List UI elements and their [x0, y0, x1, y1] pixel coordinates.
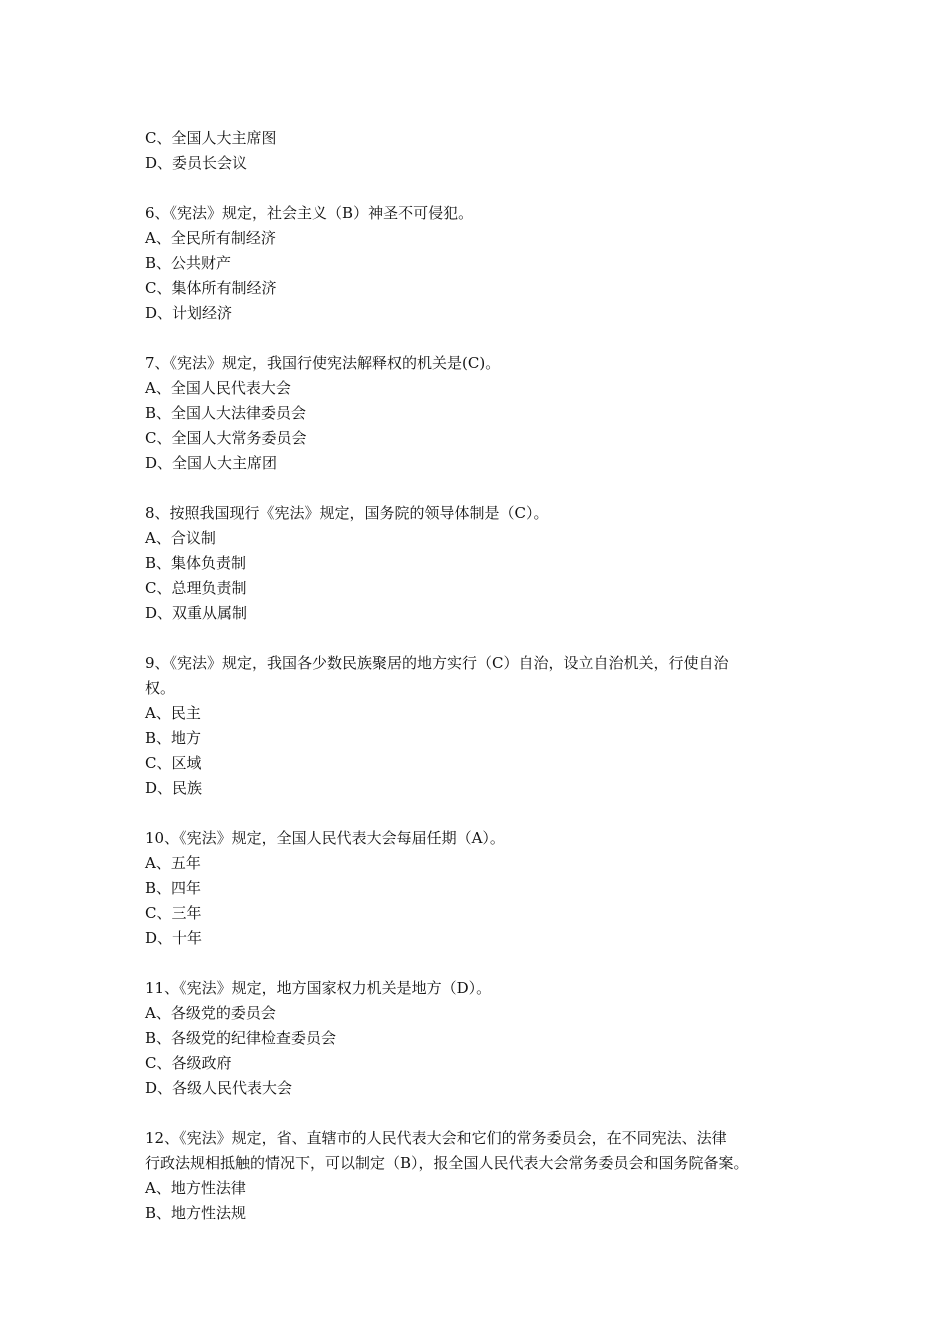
option: C、总理负责制	[145, 579, 247, 597]
option: C、三年	[145, 904, 202, 922]
question-11	[145, 976, 835, 1101]
partial-question	[145, 126, 835, 176]
option: A、五年	[145, 854, 201, 872]
option: B、各级党的纪律检查委员会	[145, 1029, 337, 1047]
option: A、地方性法律	[145, 1179, 246, 1197]
option: D、十年	[145, 929, 203, 947]
option: A、全国人民代表大会	[145, 379, 291, 397]
option: D、民族	[145, 779, 203, 797]
option: C、全国人大常务委员会	[145, 429, 307, 447]
spacer	[145, 801, 835, 826]
question-8	[145, 501, 835, 626]
question-text: 8、按照我国现行《宪法》规定，国务院的领导体制是（C）。	[145, 504, 549, 522]
option: A、合议制	[145, 529, 216, 547]
question-10	[145, 826, 835, 951]
option: D、计划经济	[145, 304, 233, 322]
option: D、各级人民代表大会	[145, 1079, 293, 1097]
question-9	[145, 651, 835, 801]
question-text: 11、《宪法》规定，地方国家权力机关是地方（D）。	[145, 979, 492, 997]
option: D、双重从属制	[145, 604, 248, 622]
option: B、公共财产	[145, 254, 232, 272]
option: A、民主	[145, 704, 201, 722]
option: D、委员长会议	[145, 154, 248, 172]
question-text: 权。	[145, 679, 176, 697]
spacer	[145, 626, 835, 651]
question-6	[145, 201, 835, 326]
option: B、地方性法规	[145, 1204, 247, 1222]
option: A、全民所有制经济	[145, 229, 276, 247]
spacer	[145, 326, 835, 351]
question-text: 6、《宪法》规定，社会主义（B）神圣不可侵犯。	[145, 204, 474, 222]
document-content	[145, 126, 835, 1226]
option: B、地方	[145, 729, 202, 747]
spacer	[145, 176, 835, 201]
option: C、全国人大主席图	[145, 129, 277, 147]
option: B、全国人大法律委员会	[145, 404, 307, 422]
spacer	[145, 1101, 835, 1126]
question-text: 行政法规相抵触的情况下，可以制定（B），报全国人民代表大会常务委员会和国务院备案。	[145, 1154, 749, 1172]
option: B、四年	[145, 879, 202, 897]
question-7	[145, 351, 835, 476]
option: C、各级政府	[145, 1054, 232, 1072]
option: C、集体所有制经济	[145, 279, 277, 297]
option: C、区域	[145, 754, 202, 772]
spacer	[145, 951, 835, 976]
option: A、各级党的委员会	[145, 1004, 276, 1022]
question-text: 9、《宪法》规定，我国各少数民族聚居的地方实行（C）自治，设立自治机关，行使自治	[145, 654, 729, 672]
question-text: 10、《宪法》规定，全国人民代表大会每届任期（A）。	[145, 829, 505, 847]
question-text: 12、《宪法》规定，省、直辖市的人民代表大会和它们的常务委员会，在不同宪法、法律	[145, 1129, 727, 1147]
question-12	[145, 1126, 835, 1226]
option: D、全国人大主席团	[145, 454, 278, 472]
spacer	[145, 476, 835, 501]
question-text: 7、《宪法》规定，我国行使宪法解释权的机关是(C)。	[145, 354, 501, 372]
option: B、集体负责制	[145, 554, 247, 572]
